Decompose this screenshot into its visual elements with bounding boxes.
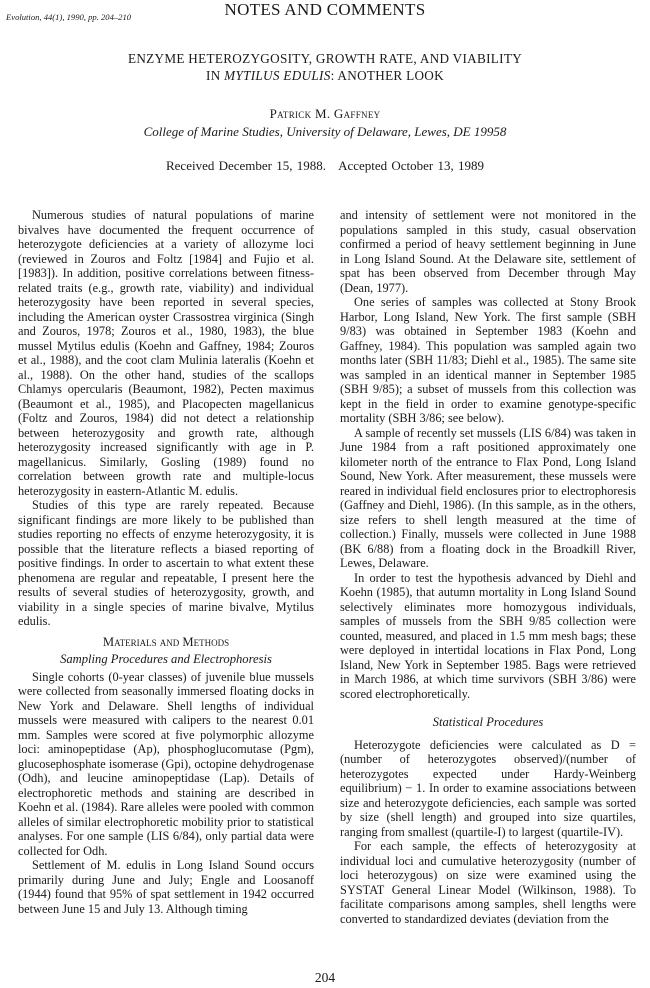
left-column <box>18 208 314 916</box>
author-name: Patrick M. Gaffney <box>269 106 381 121</box>
paragraph: A sample of recently set mussels (LIS 6/84) was taken in June 1984 from a raft positioned approximately one kilometer north of the entrance to Flax Pond, Long Island Sound, New York. After measurement, these mussels were reared in individual field enclosures prior to electrophoresis (Gaffney and Diehl, 1986). (In this sample, as in the others, size refers to shell length measured at the time of collection.) Finally, mussels were collected in June 1988 (BK 6/88) from a floating dock in the Broadkill River, Lewes, Delaware. <box>340 425 636 570</box>
section-heading: NOTES AND COMMENTS <box>224 0 426 19</box>
author-affiliation: College of Marine Studies, University of Delaware, Lewes, DE 19958 <box>143 124 507 139</box>
section-heading-methods: Materials and Methods <box>102 634 230 649</box>
article-title <box>40 50 610 84</box>
paragraph: Numerous studies of natural populations of marine bivalves have documented the frequent occurrence of heterozygote deficiencies at a variety of allozyme loci (reviewed in Zouros and Foltz [1984] and Fujio et al. [1983]). In addition, positive correlations between fitness-related traits (e.g., growth rate, viability) and individual heterozygosity have been reported in several species, including the American oyster Crassostrea virginica (Singh and Zouros, 1978; Zouros et al., 1980, 1983), the blue mussel Mytilus edulis (Koehn and Gaffney, 1984; Zouros et al., 1988), and the coot clam Mulinia lateralis (Koehn et al., 1988). On the other hand, studies of the scallops Chlamys opercularis (Beaumont, 1982), Pecten maximus (Beaumont et al., 1985), and Placopecten magellanicus (Foltz and Zouros, 1984) did not detect a relationship between heterozygosity and growth rate, although heterozygosity increased significantly with age in P. magellanicus. Similarly, Gosling (1989) found no correlation between growth rate and multiple-locus heterozygosity in eastern-Atlantic M. edulis. <box>18 208 314 498</box>
paragraph: Heterozygote deficiencies were calculated as D = (number of heterozygotes observed)/(number of heterozygotes expected under Hardy-Weinberg equilibrium) − 1. In order to examine associations between size and heterozygote deficiencies, each sample was sorted by size (shell length) and grouped into size quartiles, ranging from smallest (quartile-I) to largest (quartile-IV). <box>340 737 636 839</box>
paragraph: Studies of this type are rarely repeated. Because significant findings are more likely to be published than studies reporting no effects of enzyme heterozygosity, it is possible that the literature reflects a biased reporting of positive findings. In order to ascertain to what extent these phenomena are regular and repeatable, I present here the results of several studies of heterozygosity, growth, and viability in a single species of marine bivalve, Mytilus edulis. <box>18 498 314 628</box>
received-date: Received December 15, 1988. <box>165 158 327 173</box>
paragraph: In order to test the hypothesis advanced by Diehl and Koehn (1985), that autumn mortality in Long Island Sound selectively eliminates more homozygous individuals, samples of mussels from the SBH 9/85 collection were counted, measured, and placed in 1.5 mm mesh bags; these were deployed in intertidal locations in Flax Pond, Long Island, New York in September 1985. Bags were retrieved in March 1986, at which time survivors (SBH 3/86) were scored electrophoretically. <box>340 570 636 701</box>
title-line-1: ENZYME HETEROZYGOSITY, GROWTH RATE, AND VIABILITY <box>127 51 523 66</box>
journal-reference: Evolution, 44(1), 1990, pp. 204–210 <box>6 12 132 22</box>
right-column <box>340 208 636 926</box>
paragraph: and intensity of settlement were not monitored in the populations sampled in this study, casual observation confirmed a period of heavy settlement beginning in June in Long Island Sound. At the Delaware site, settlement of spat has been observed from December through May (Dean, 1977). <box>340 208 636 295</box>
paragraph: For each sample, the effects of heterozygosity at individual loci and cumulative heterozygosity (number of loci heterozygous) on size were examined using the SYSTAT General Linear Model (Wilkinson, 1988). To facilitate comparisons among samples, shell lengths were converted to standardized deviates (deviation from the <box>340 839 636 926</box>
paragraph: Single cohorts (0-year classes) of juvenile blue mussels were collected from seasonally immersed floating docks in New York and Delaware. Shell lengths of individual mussels were measured with calipers to the nearest 0.01 mm. Samples were scored at five polymorphic allozyme loci: aminopeptidase (Ap), phosphoglucomutase (Pgm), glucosephosphate isomerase (Gpi), octopine dehydrogenase (Odh), and leucine aminopeptidase (Lap). Details of electrophoretic methods and staining are described in Koehn et al. (1984). Rare alleles were pooled with common alleles of similar electrophoretic mobility prior to statistical analyses. For one sample (LIS 6/84), only partial data were collected for Odh. <box>18 669 314 858</box>
paragraph: One series of samples was collected at Stony Brook Harbor, Long Island, New York. The first sample (SBH 9/83) was obtained in September 1983 (Koehn and Gaffney, 1984). This population was sampled again two months later (SBH 11/83; Diehl et al., 1985). The same site was sampled in an identical manner in September 1985 (SBH 9/85); a subset of mussels from this collection was kept in the field in order to examine genotype-specific mortality (SBH 3/86; see below). <box>340 295 636 425</box>
title-line-2: IN MYTILUS EDULIS: ANOTHER LOOK <box>206 68 444 83</box>
paragraph: Settlement of M. edulis in Long Island Sound occurs primarily during June and July; Engle and Loosanoff (1944) found that 95% of spat settlement in 1942 occurred between June 15 and July 13. Although timing <box>18 858 314 916</box>
subsection-heading-sampling: Sampling Procedures and Electrophoresis <box>60 652 272 666</box>
article-dates <box>0 158 650 174</box>
subsection-heading-statistics: Statistical Procedures <box>432 715 544 729</box>
page-number: 204 <box>314 970 336 985</box>
accepted-date: Accepted October 13, 1989 <box>338 158 485 173</box>
